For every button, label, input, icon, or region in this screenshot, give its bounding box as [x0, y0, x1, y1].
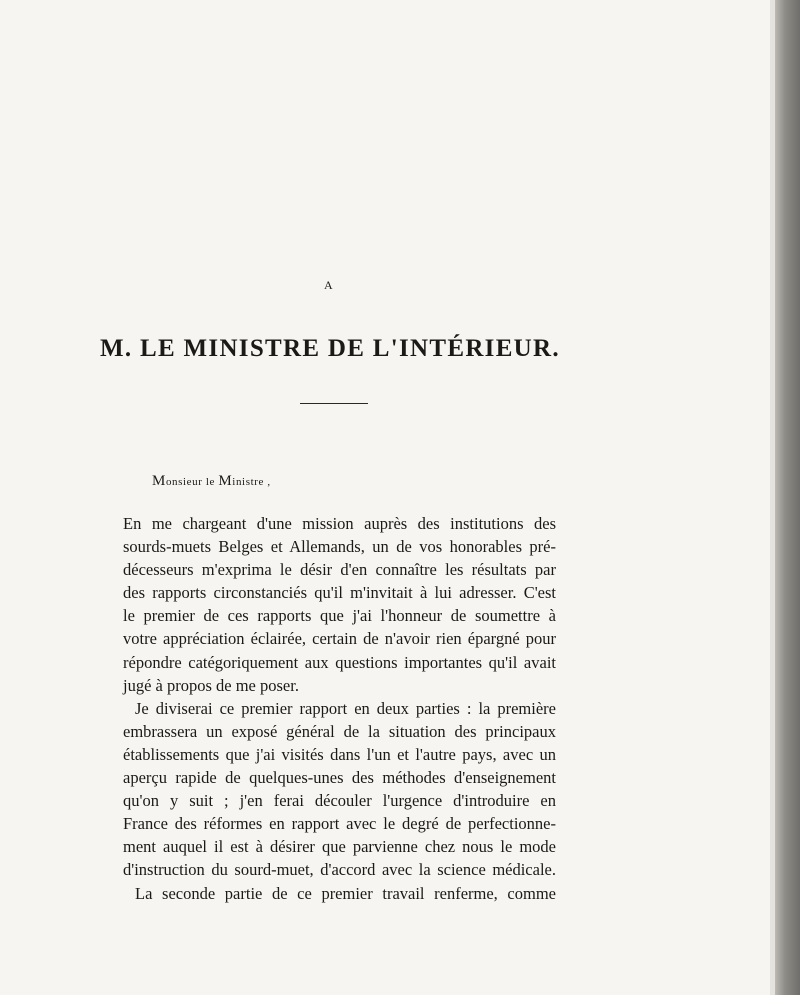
text-line: La seconde partie de ce premier travail renferme, comme	[135, 883, 556, 903]
text-line: ment auquel il est à désirer que parvienne chez nous le mode	[123, 837, 556, 857]
text-line: qu'on y suit ; j'en ferai découler l'urgence d'introduire en	[123, 791, 556, 811]
title-divider	[300, 403, 368, 404]
text-line: des rapports circonstanciés qu'il m'invitait à lui adresser. C'est	[123, 583, 556, 603]
salutation-smallcaps-2: inistre ,	[232, 476, 271, 488]
text-line: aperçu rapide de quelques-unes des méthodes d'enseignement	[123, 768, 556, 788]
salutation	[152, 473, 271, 490]
salutation-smallcaps-1: onsieur le	[165, 476, 219, 488]
text-line: sourds-muets Belges et Allemands, un de vos honorables pré-	[123, 537, 556, 557]
text-line: établissements que j'ai visités dans l'un et l'autre pays, avec un	[123, 744, 556, 764]
page-edge-shadow	[775, 0, 800, 995]
salutation-cap-2: M	[218, 473, 233, 489]
text-line: répondre catégoriquement aux questions importantes qu'il avait	[123, 652, 556, 672]
text-line: décesseurs m'exprima le désir d'en connaître les résultats par	[123, 560, 556, 580]
text-line: d'instruction du sourd-muet, d'accord avec la science médicale.	[123, 860, 556, 880]
text-line: le premier de ces rapports que j'ai l'honneur de soumettre à	[123, 606, 556, 626]
text-line: votre appréciation éclairée, certain de n'avoir rien épargné pour	[123, 629, 556, 649]
salutation-cap-1: M	[152, 473, 166, 489]
page-title: M. LE MINISTRE DE L'INTÉRIEUR.	[100, 335, 560, 362]
text-line: embrassera un exposé général de la situation des principaux	[123, 721, 556, 741]
text-line: Je diviserai ce premier rapport en deux parties : la première	[135, 698, 556, 718]
text-line: France des réformes en rapport avec le degré de perfectionne-	[123, 814, 556, 834]
dedication-letter: A	[324, 278, 334, 292]
text-line: jugé à propos de me poser.	[123, 675, 299, 695]
body-text	[123, 512, 556, 905]
text-line: En me chargeant d'une mission auprès des institutions des	[123, 514, 556, 533]
